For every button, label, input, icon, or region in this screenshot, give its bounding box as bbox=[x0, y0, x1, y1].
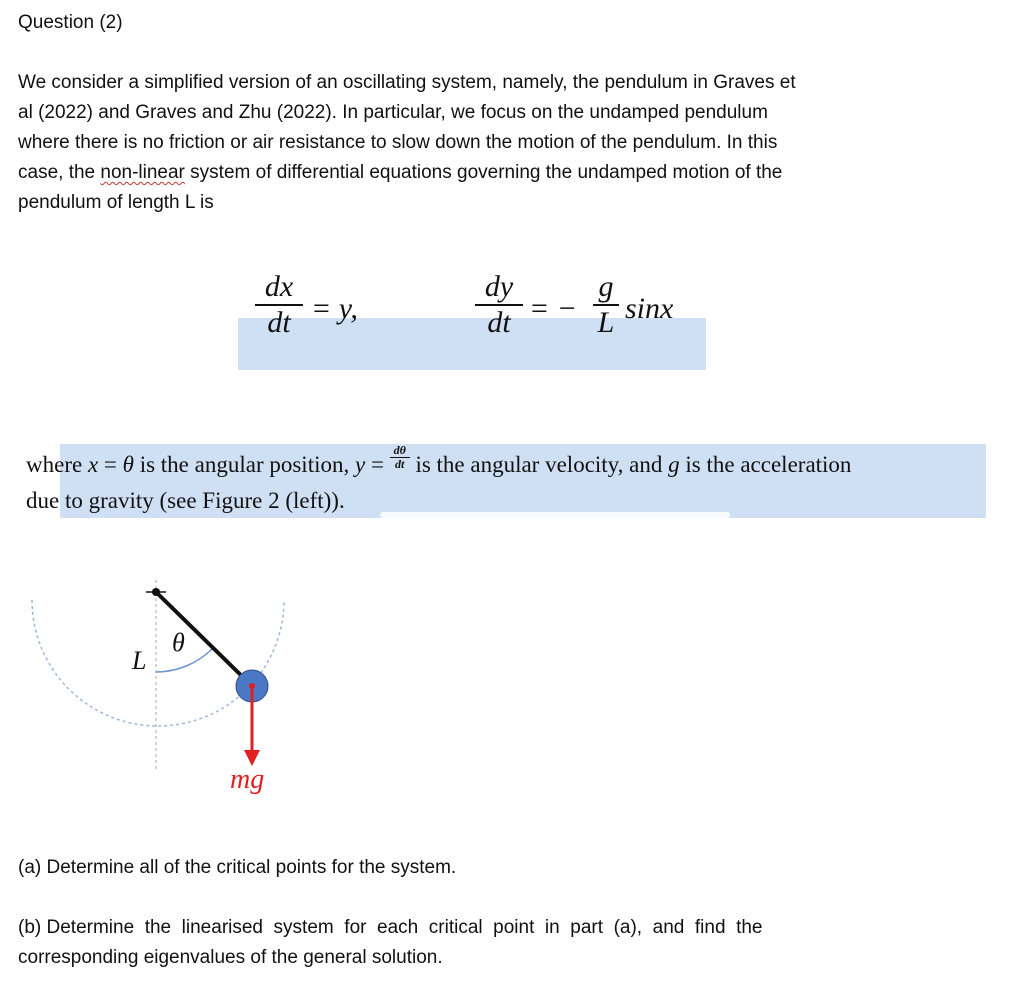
part-a: (a) Determine all of the critical points for the system. bbox=[18, 857, 457, 878]
where-line-1 bbox=[26, 444, 1021, 483]
dtheta-numerator: dθ bbox=[390, 444, 410, 458]
where-paragraph bbox=[26, 444, 1021, 519]
pendulum-rod bbox=[156, 592, 252, 686]
question-title: Question (2) bbox=[18, 12, 123, 33]
swing-arc-guide bbox=[32, 600, 284, 726]
equals-sign-2: = bbox=[365, 452, 390, 477]
where-text-4: is the acceleration bbox=[679, 452, 852, 477]
pendulum-figure bbox=[0, 560, 320, 810]
where-line-2: due to gravity (see Figure 2 (left)). bbox=[26, 488, 345, 513]
intro-line-4 bbox=[18, 158, 1008, 188]
part-b-line-2: corresponding eigenvalues of the general solution. bbox=[18, 947, 443, 968]
part-b-line-1: (b) Determine the linearised system for each critical point in part (a), and find the bbox=[18, 917, 763, 938]
intro-line-3: where there is no friction or air resistance to slow down the motion of the pendulum. In this bbox=[18, 132, 778, 153]
var-theta: θ bbox=[122, 452, 134, 477]
where-text-1: where bbox=[26, 452, 88, 477]
eq2-L: L bbox=[597, 306, 615, 339]
intro-line-5: pendulum of length L is bbox=[18, 192, 214, 213]
intro-line-2: al (2022) and Graves and Zhu (2022). In particular, we focus on the undamped pendulum bbox=[18, 102, 768, 123]
spellcheck-word: non-linear bbox=[100, 162, 185, 183]
dtheta-denominator: dt bbox=[395, 457, 405, 471]
dtheta-dt bbox=[390, 444, 410, 471]
eq2-denominator: dt bbox=[487, 306, 511, 339]
where-text-3: is the angular velocity, and bbox=[409, 452, 669, 477]
pendulum-diagram bbox=[0, 560, 320, 810]
label-mg: mg bbox=[230, 764, 265, 795]
eq2-fraction bbox=[475, 270, 523, 340]
equals-sign-1: = bbox=[98, 452, 123, 477]
intro-line-4-end: system of differential equations governing the undamped motion of the bbox=[184, 162, 783, 183]
var-y: y bbox=[354, 452, 366, 477]
eq2-g-over-L bbox=[593, 270, 619, 340]
eq2-sinx: sinx bbox=[625, 292, 674, 325]
equation-block bbox=[255, 270, 715, 360]
var-x: x bbox=[87, 452, 99, 477]
label-L: L bbox=[132, 646, 147, 675]
eq2-equals: = − bbox=[529, 292, 577, 325]
part-b bbox=[18, 913, 1008, 973]
intro-line-4-start: case, the bbox=[18, 162, 101, 183]
intro-paragraph bbox=[18, 68, 1008, 218]
pivot-point bbox=[152, 588, 160, 596]
eq1-fraction bbox=[255, 270, 303, 340]
where-text-2: is the angular position, bbox=[133, 452, 355, 477]
intro-line-1: We consider a simplified version of an oscillating system, namely, the pendulum in Graves et bbox=[18, 72, 796, 93]
eq2-numerator: dy bbox=[475, 270, 523, 306]
eq2-g: g bbox=[593, 270, 619, 306]
bob-center-dot bbox=[249, 683, 255, 689]
label-theta: θ bbox=[172, 628, 185, 657]
eq1-rhs: = y, bbox=[311, 292, 358, 325]
eq1-numerator: dx bbox=[255, 270, 303, 306]
var-g: g bbox=[668, 452, 680, 477]
eq1-denominator: dt bbox=[267, 306, 291, 339]
